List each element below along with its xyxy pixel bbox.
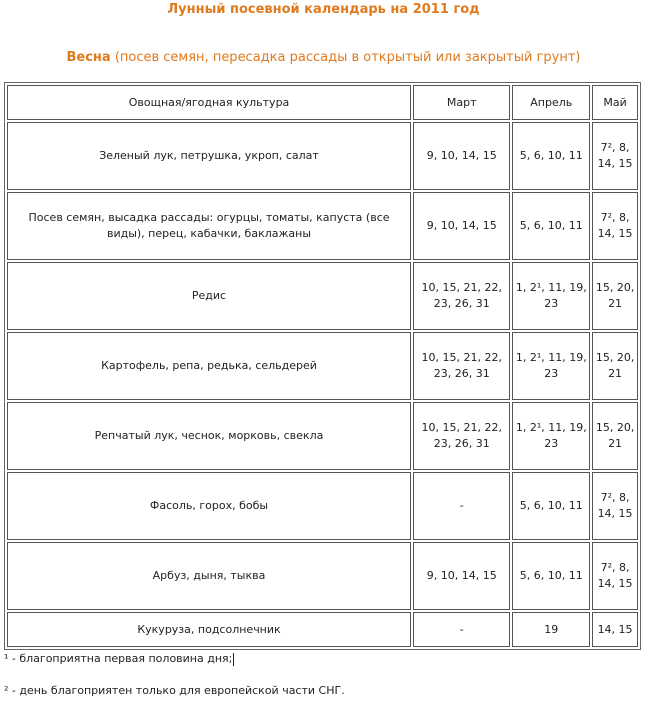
march-cell: 10, 15, 21, 22, 23, 26, 31 — [413, 332, 510, 400]
may-cell: 7², 8, 14, 15 — [592, 122, 638, 190]
table-header-row — [7, 85, 638, 120]
season-description: (посев семян, пересадка рассады в открытый или закрытый грунт) — [114, 50, 581, 65]
march-cell: 9, 10, 14, 15 — [413, 122, 510, 190]
april-cell: 5, 6, 10, 11 — [512, 542, 590, 610]
season-name: Весна — [66, 50, 111, 65]
crop-cell: Кукуруза, подсолнечник — [7, 612, 411, 647]
crop-cell: Редис — [7, 262, 411, 330]
header-may: Май — [592, 85, 638, 120]
may-cell: 15, 20, 21 — [592, 402, 638, 470]
march-cell: 9, 10, 14, 15 — [413, 192, 510, 260]
sowing-calendar-table — [4, 82, 641, 650]
march-cell: 9, 10, 14, 15 — [413, 542, 510, 610]
table-row — [7, 122, 638, 190]
march-cell: 10, 15, 21, 22, 23, 26, 31 — [413, 262, 510, 330]
may-cell: 7², 8, 14, 15 — [592, 542, 638, 610]
april-cell: 5, 6, 10, 11 — [512, 192, 590, 260]
crop-cell: Арбуз, дыня, тыква — [7, 542, 411, 610]
table-row — [7, 332, 638, 400]
march-cell: - — [413, 472, 510, 540]
header-crop: Овощная/ягодная культура — [7, 85, 411, 120]
footnote-2: ² - день благоприятен только для европейской части СНГ. — [4, 684, 345, 697]
footnote-1-text: ¹ - благоприятна первая половина дня; — [4, 652, 233, 665]
may-cell: 7², 8, 14, 15 — [592, 192, 638, 260]
march-cell: - — [413, 612, 510, 647]
may-cell: 14, 15 — [592, 612, 638, 647]
text-cursor — [233, 653, 234, 666]
header-april: Апрель — [512, 85, 590, 120]
april-cell: 5, 6, 10, 11 — [512, 122, 590, 190]
table-row — [7, 542, 638, 610]
table-row — [7, 192, 638, 260]
season-subtitle — [0, 50, 647, 65]
may-cell: 15, 20, 21 — [592, 332, 638, 400]
april-cell: 19 — [512, 612, 590, 647]
crop-cell: Репчатый лук, чеснок, морковь, свекла — [7, 402, 411, 470]
table-row — [7, 262, 638, 330]
april-cell: 1, 2¹, 11, 19, 23 — [512, 332, 590, 400]
april-cell: 1, 2¹, 11, 19, 23 — [512, 402, 590, 470]
april-cell: 1, 2¹, 11, 19, 23 — [512, 262, 590, 330]
april-cell: 5, 6, 10, 11 — [512, 472, 590, 540]
crop-cell: Посев семян, высадка рассады: огурцы, томаты, капуста (все виды), перец, кабачки, баклажаны — [7, 192, 411, 260]
table-row — [7, 402, 638, 470]
crop-cell: Картофель, репа, редька, сельдерей — [7, 332, 411, 400]
header-march: Март — [413, 85, 510, 120]
table-row — [7, 612, 638, 647]
page-title: Лунный посевной календарь на 2011 год — [167, 2, 480, 17]
crop-cell: Фасоль, горох, бобы — [7, 472, 411, 540]
march-cell: 10, 15, 21, 22, 23, 26, 31 — [413, 402, 510, 470]
crop-cell: Зеленый лук, петрушка, укроп, салат — [7, 122, 411, 190]
table-row — [7, 472, 638, 540]
may-cell: 7², 8, 14, 15 — [592, 472, 638, 540]
footnote-1 — [4, 652, 234, 666]
may-cell: 15, 20, 21 — [592, 262, 638, 330]
